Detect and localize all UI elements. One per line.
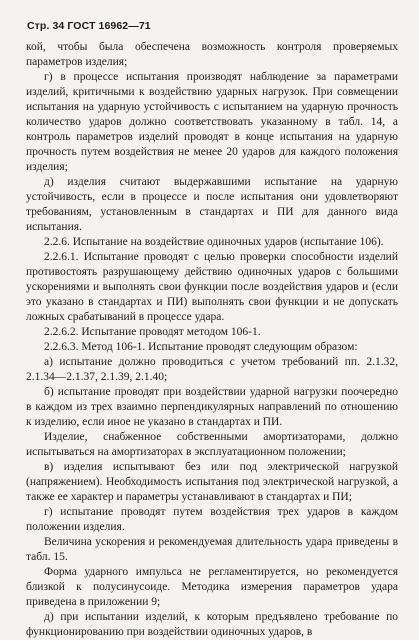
paragraph: 2.2.6.1. Испытание проводят с целью проверки способности изделий противостоять разрушающему действию одиночных ударов с большими ускорениями и выполнять свои функции после воздействия ударов и (если это указано в стандартах и ПИ) выполнять свои функции и не допускать ложных срабатываний в процессе удара. (26, 251, 398, 323)
section-heading: 2.2.6. Испытание на воздействие одиночных ударов (испытание 106). (44, 236, 384, 248)
paragraph: Форма ударного импульса не регламентируется, но рекомендуется близкой к полусинусоиде. Методика измерения параметров удара приведена в приложении 9; (26, 566, 398, 608)
body-text (26, 40, 398, 640)
paragraph: Величина ускорения и рекомендуемая длительность удара приведены в табл. 15. (26, 536, 398, 563)
paragraph: в) изделия испытывают без или под электрической нагрузкой (напряжением). Необходимость испытания под электрической нагрузкой, а также ее характер и параметры устанавливают в стандартах и ПИ; (26, 461, 398, 503)
paragraph: д) изделия считают выдержавшими испытание на ударную устойчивость, если в процессе и после испытания они удовлетворяют требованиям, установленным в стандартах и ПИ для данного вида испытания. (26, 176, 398, 233)
paragraph: д) при испытании изделий, к которым предъявлено требование по функционированию при воздействии одиночных ударов, в (26, 611, 398, 638)
page-number: Стр. 34 (27, 20, 65, 32)
paragraph: а) испытание должно проводиться с учетом требований пп. 2.1.32, 2.1.34—2.1.37, 2.1.39, 2.1.40; (26, 356, 398, 383)
paragraph: г) в процессе испытания производят наблюдение за параметрами изделий, критичными к воздействию ударных нагрузок. При совмещении испытания на ударную устойчивость с испытанием на ударную прочность количество ударов должно соответствовать указанному в табл. 14, а контроль параметров изделий проводят в конце испытания на ударную прочность путем воздействия не менее 20 ударов для каждого положения изделия; (26, 71, 398, 173)
paragraph: 2.2.6.3. Метод 106-1. Испытание проводят следующим образом: (44, 341, 358, 353)
paragraph: г) испытание проводят путем воздействия трех ударов в каждом положении изделия. (26, 506, 398, 533)
paragraph: 2.2.6.2. Испытание проводят методом 106-1. (44, 326, 261, 338)
paragraph: кой, чтобы была обеспечена возможность контроля проверяемых параметров изделия; (26, 41, 398, 68)
standard-code: ГОСТ 16962—71 (67, 20, 151, 32)
paragraph: б) испытание проводят при воздействии ударной нагрузки поочередно в каждом из трех взаимно перпендикулярных направлений по отношению к изделию, если иное не указано в стандартах и ПИ. (26, 386, 398, 428)
paragraph: Изделие, снабженное собственными амортизаторами, должно испытываться на амортизаторах в эксплуатационном положении; (26, 431, 398, 458)
page-header (27, 20, 151, 32)
